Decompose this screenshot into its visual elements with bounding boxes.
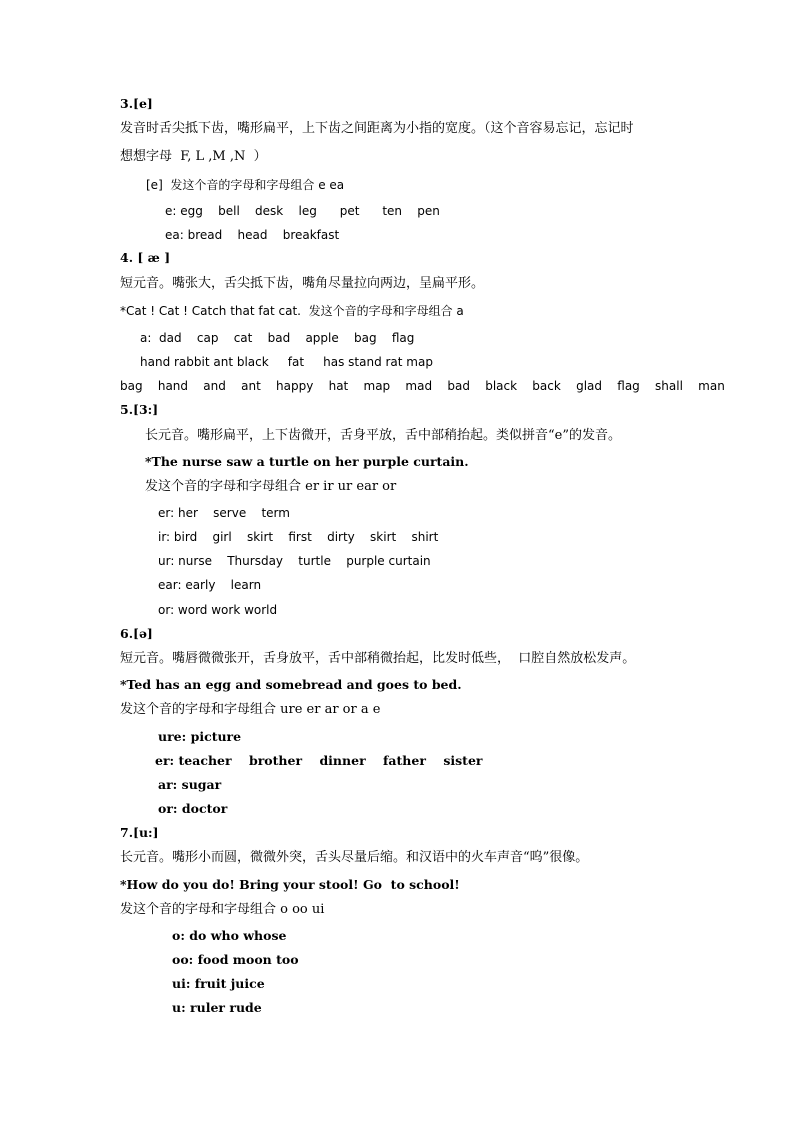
section-er-long-example: *The nurse saw a turtle on her purple curtain. [145, 454, 469, 469]
section-e-words-ea: ea: bread head breakfast [165, 228, 340, 242]
section-u-long-combo: 发这个音的字母和字母组合 o oo ui [120, 902, 325, 917]
section-er-long-description: 长元音。嘴形扁平，上下齿微开，舌身平放，舌中部稍抬起。类似拼音“e”的发音。 [145, 428, 621, 443]
section-schwa-words-ar: ar: sugar [158, 777, 222, 792]
section-u-long-words-oo: oo: food moon too [172, 952, 299, 967]
section-heading-er-long: 5.[3:] [120, 402, 159, 417]
section-e-combo: [e] 发这个音的字母和字母组合 e ea [146, 178, 345, 192]
section-ae-words-a2: hand rabbit ant black fat has stand rat map [140, 355, 433, 369]
section-ae-words-a: a: dad cap cat bad apple bag flag [140, 331, 415, 345]
section-schwa-words-or: or: doctor [158, 801, 228, 816]
section-e-words-e: e: egg bell desk leg pet ten pen [165, 204, 440, 218]
section-u-long-words-u: u: ruler rude [172, 1000, 262, 1015]
section-er-long-words-ear: ear: early learn [158, 578, 262, 592]
section-u-long-example: *How do you do! Bring your stool! Go to school! [120, 877, 460, 892]
section-er-long-words-ur: ur: nurse Thursday turtle purple curtain [158, 554, 431, 568]
section-schwa-description: 短元音。嘴唇微微张开，舌身放平，舌中部稍微抬起，比发时低些， 口腔自然放松发声。 [120, 651, 636, 666]
section-er-long-words-ir: ir: bird girl skirt first dirty skirt shirt [158, 530, 439, 544]
section-heading-ae: 4. [ æ ] [120, 250, 171, 265]
section-ae-description: 短元音。嘴张大，舌尖抵下齿，嘴角尽量拉向两边，呈扁平形。 [120, 276, 485, 291]
section-e-description-cont: 想想字母 F, L ,M ,N ） [120, 149, 267, 164]
section-er-long-words-or: or: word work world [158, 603, 278, 617]
section-schwa-combo: 发这个音的字母和字母组合 ure er ar or a e [120, 702, 381, 717]
section-e-description: 发音时舌尖抵下齿，嘴形扁平，上下齿之间距离为小指的宽度。（这个音容易忘记，忘记时 [120, 121, 634, 136]
section-schwa-words-er: er: teacher brother dinner father sister [155, 753, 483, 768]
section-er-long-combo: 发这个音的字母和字母组合 er ir ur ear or [145, 479, 397, 494]
section-u-long-words-o: o: do who whose [172, 928, 287, 943]
section-u-long-words-ui: ui: fruit juice [172, 976, 265, 991]
section-heading-e: 3.[e] [120, 96, 153, 111]
section-heading-u-long: 7.[u:] [120, 825, 159, 840]
section-schwa-words-ure: ure: picture [158, 729, 242, 744]
section-ae-example: *Cat ! Cat ! Catch that fat cat. 发这个音的字母和字母组合 a [120, 304, 464, 318]
section-u-long-description: 长元音。嘴形小而圆，微微外突，舌头尽量后缩。和汉语中的火车声音“呜”很像。 [120, 850, 589, 865]
section-schwa-example: *Ted has an egg and somebread and goes to bed. [120, 677, 462, 692]
section-er-long-words-er: er: her serve term [158, 506, 290, 520]
section-ae-words-a3: bag hand and ant happy hat map mad bad black back glad flag shall man [120, 379, 725, 393]
section-heading-schwa: 6.[ə] [120, 626, 153, 641]
